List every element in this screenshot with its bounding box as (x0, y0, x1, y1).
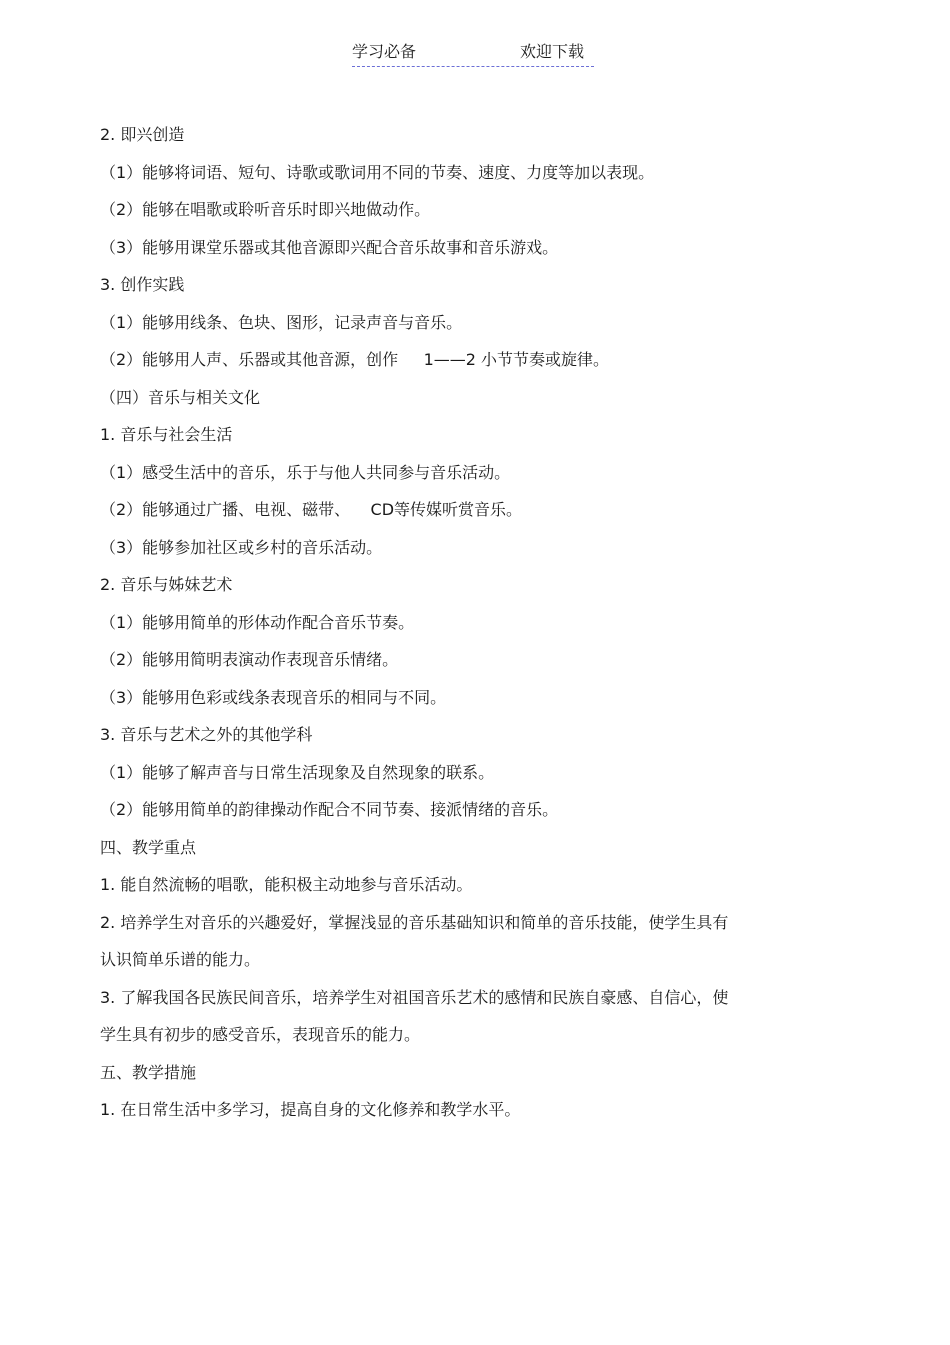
paragraph-line: 2. 培养学生对音乐的兴趣爱好，掌握浅显的音乐基础知识和简单的音乐技能，使学生具有 (100, 912, 729, 932)
list-item: （1）能够用线条、色块、图形，记录声音与音乐。 (100, 312, 463, 332)
list-item: （1）能够将词语、短句、诗歌或歌词用不同的节奏、速度、力度等加以表现。 (100, 162, 655, 182)
paragraph-line: 认识简单乐谱的能力。 (100, 950, 261, 969)
paragraph-line: 1. 能自然流畅的唱歌，能积极主动地参与音乐活动。 (100, 875, 473, 894)
paragraph-line: 学生具有初步的感受音乐，表现音乐的能力。 (100, 1025, 421, 1044)
list-item: （1）感受生活中的音乐，乐于与他人共同参与音乐活动。 (100, 462, 511, 482)
section-heading: 3. 创作实践 (100, 275, 185, 294)
list-item: （1）能够了解声音与日常生活现象及自然现象的联系。 (100, 762, 495, 782)
paragraph-line: 3. 了解我国各民族民间音乐，培养学生对祖国音乐艺术的感情和民族自豪感、自信心，使 (100, 987, 729, 1007)
section-heading: 2. 即兴创造 (100, 125, 185, 144)
header-right-text: 欢迎下载 (520, 42, 585, 61)
list-item: （3）能够用色彩或线条表现音乐的相同与不同。 (100, 687, 447, 707)
list-item: （2）能够用人声、乐器或其他音源，创作 1——2 小节节奏或旋律。 (100, 350, 610, 369)
list-item: （1）能够用简单的形体动作配合音乐节奏。 (100, 612, 415, 632)
document-body (100, 116, 810, 1129)
list-item: （2）能够用简单的韵律操动作配合不同节奏、接派情绪的音乐。 (100, 800, 559, 819)
page-header (352, 40, 594, 67)
header-left-text: 学习必备 (352, 42, 417, 61)
section-heading: 2. 音乐与姊妹艺术 (100, 575, 233, 594)
list-item: （2）能够在唱歌或聆听音乐时即兴地做动作。 (100, 200, 431, 219)
list-item: （3）能够用课堂乐器或其他音源即兴配合音乐故事和音乐游戏。 (100, 237, 559, 257)
paragraph-line: 1. 在日常生活中多学习，提高自身的文化修养和教学水平。 (100, 1100, 521, 1119)
section-heading: 1. 音乐与社会生活 (100, 425, 233, 444)
section-heading: 五、教学措施 (100, 1062, 197, 1082)
section-heading: 四、教学重点 (100, 837, 197, 857)
section-heading: （四）音乐与相关文化 (100, 387, 261, 407)
list-item: （2）能够用简明表演动作表现音乐情绪。 (100, 650, 399, 669)
list-item: （3）能够参加社区或乡村的音乐活动。 (100, 537, 383, 557)
section-heading: 3. 音乐与艺术之外的其他学科 (100, 725, 313, 744)
list-item: （2）能够通过广播、电视、磁带、 CD等传媒听赏音乐。 (100, 500, 523, 519)
